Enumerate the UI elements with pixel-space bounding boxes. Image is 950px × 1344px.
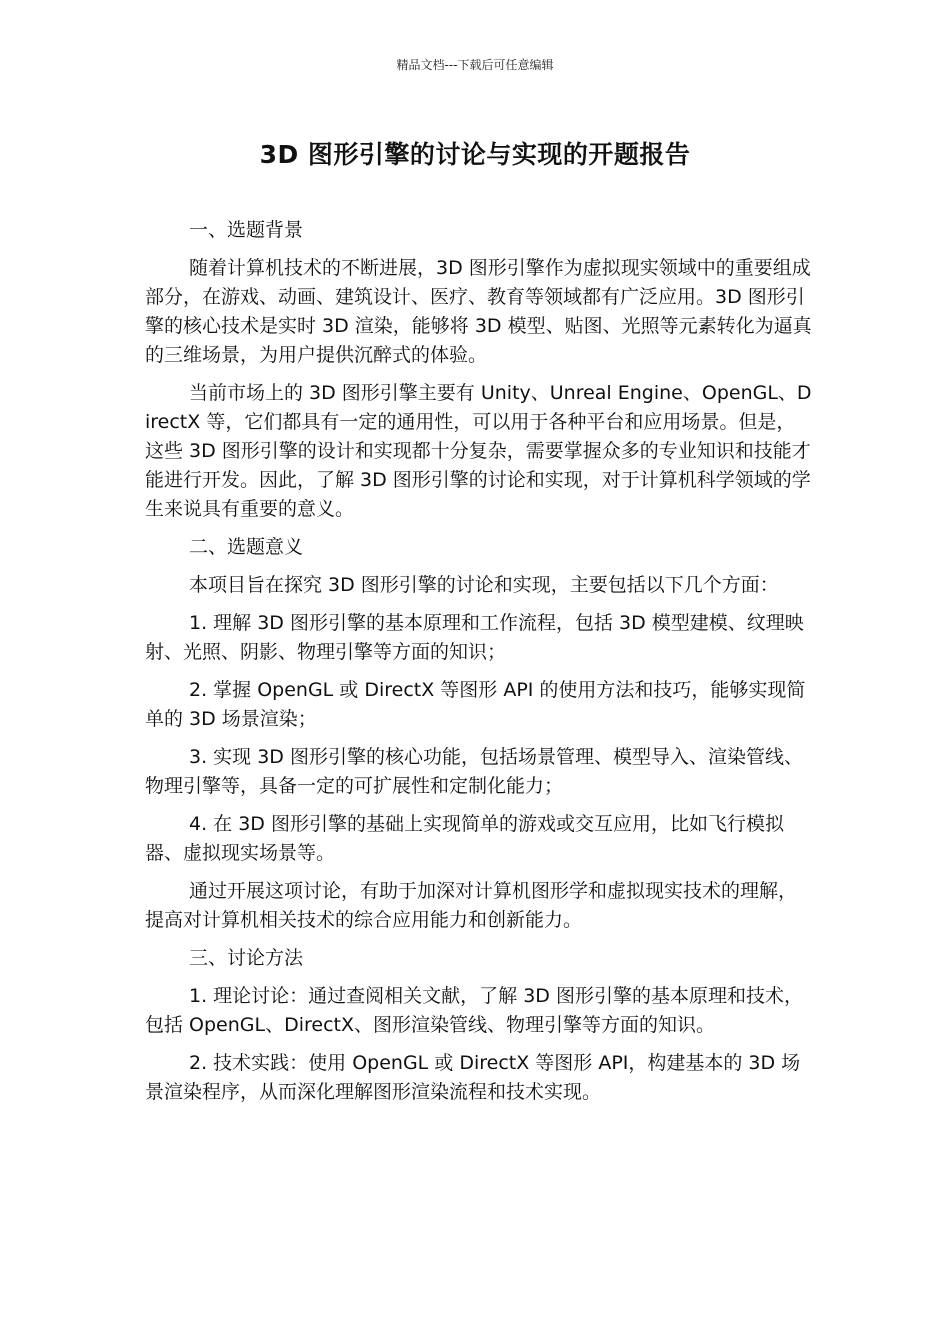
- paragraph-background-1: 随着计算机技术的不断进展，3D 图形引擎作为虚拟现实领域中的重要组成部分，在游戏、动画、建筑设计、医疗、教育等领域都有广泛应用。3D 图形引擎的核心技术是实时 3D 渲染，能够将 3D 模型、贴图、光照等元素转化为逼真的三维场景，为用户提供沉醉式的体验。: [145, 257, 812, 366]
- paragraph-significance-intro: 本项目旨在探究 3D 图形引擎的讨论和实现，主要包括以下几个方面：: [189, 574, 779, 596]
- section-heading-background: 一、选题背景: [189, 219, 304, 241]
- section-heading-methods: 三、讨论方法: [189, 947, 304, 969]
- list-item-methods-1: 1. 理论讨论：通过查阅相关文献，了解 3D 图形引擎的基本原理和技术，包括 OpenGL、DirectX、图形渲染管线、物理引擎等方面的知识。: [145, 985, 803, 1036]
- page-header: 精品文档---下载后可任意编辑: [396, 58, 554, 72]
- list-item-significance-3: 3. 实现 3D 图形引擎的核心功能，包括场景管理、模型导入、渲染管线、物理引擎等，具备一定的可扩展性和定制化能力；: [145, 746, 803, 797]
- section-heading-significance: 二、选题意义: [189, 536, 304, 558]
- document-body: [145, 216, 813, 1116]
- paragraph-background-2: 当前市场上的 3D 图形引擎主要有 Unity、Unreal Engine、OpenGL、DirectX 等，它们都具有一定的通用性，可以用于各种平台和应用场景。但是，这些 3D 图形引擎的设计和实现都十分复杂，需要掌握众多的专业知识和技能才能进行开发。因此，了解 3D 图形引擎的讨论和实现，对于计算机科学领域的学生来说具有重要的意义。: [145, 382, 812, 520]
- list-item-significance-1: 1. 理解 3D 图形引擎的基本原理和工作流程，包括 3D 模型建模、纹理映射、光照、阴影、物理引擎等方面的知识；: [145, 612, 804, 663]
- list-item-methods-2: 2. 技术实践：使用 OpenGL 或 DirectX 等图形 API，构建基本的 3D 场景渲染程序，从而深化理解图形渲染流程和技术实现。: [145, 1052, 801, 1103]
- paragraph-significance-conclusion: 通过开展这项讨论，有助于加深对计算机图形学和虚拟现实技术的理解，提高对计算机相关技术的综合应用能力和创新能力。: [145, 880, 798, 931]
- list-item-significance-2: 2. 掌握 OpenGL 或 DirectX 等图形 API 的使用方法和技巧，能够实现简单的 3D 场景渲染；: [145, 679, 806, 730]
- document-title: 3D 图形引擎的讨论与实现的开题报告: [259, 140, 691, 169]
- list-item-significance-4: 4. 在 3D 图形引擎的基础上实现简单的游戏或交互应用，比如飞行模拟器、虚拟现实场景等。: [145, 813, 784, 864]
